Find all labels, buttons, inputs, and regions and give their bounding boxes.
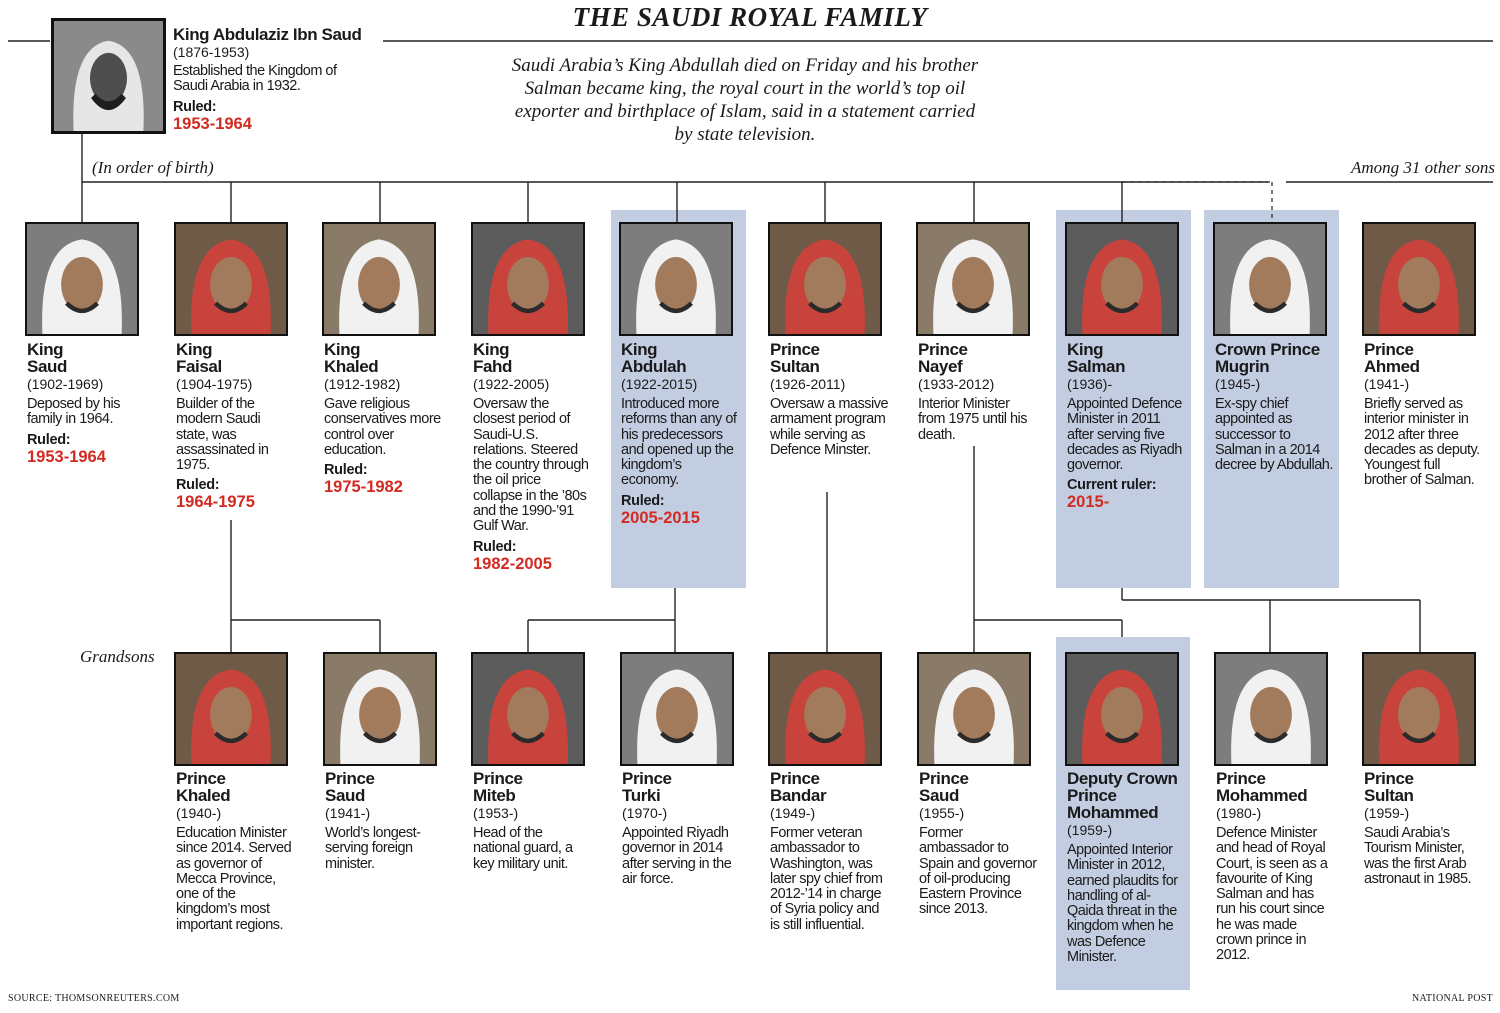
grandson-card-9-desc: Saudi Arabia’s Tourism Minister, was the first Arab astronaut in 1985. xyxy=(1364,825,1472,887)
son-card-5-photo xyxy=(619,222,733,336)
other-sons-note: Among 31 other sons xyxy=(1350,158,1495,177)
son-card-1-desc: Deposed by his family in 1964. xyxy=(27,396,120,428)
son-card-9-info xyxy=(1215,341,1333,473)
son-card-1-info xyxy=(27,341,145,467)
grandsons-label: Grandsons xyxy=(80,647,155,666)
grandson-card-1-years: (1940-) xyxy=(176,805,222,821)
son-card-3-years: (1912-1982) xyxy=(324,376,401,392)
grandson-card-7-desc: Appointed Interior Minister in 2012, earned plaudits for handling of al-Qaida threat in the kingdom when he was Defence Minister. xyxy=(1067,842,1178,966)
son-card-2-desc: Builder of the modern Saudi state, was assassinated in 1975. xyxy=(176,396,269,474)
grandson-card-2-name: Saud xyxy=(325,786,365,805)
son-card-2-name: Faisal xyxy=(176,357,222,376)
son-card-1-ruled-label: Ruled: xyxy=(27,431,71,448)
son-card-3-ruled-years: 1975-1982 xyxy=(324,478,403,497)
son-card-5-ruled-years: 2005-2015 xyxy=(621,508,700,527)
grandson-card-7-years: (1959-) xyxy=(1067,822,1113,838)
chart-title: THE SAUDI ROYAL FAMILY xyxy=(572,2,928,32)
son-card-6-desc: Oversaw a massive armament program while serving as Defence Minster. xyxy=(770,396,889,458)
portrait-icon xyxy=(473,224,583,334)
son-card-10-years: (1941-) xyxy=(1364,376,1410,392)
portrait-icon xyxy=(1364,654,1474,764)
son-card-2-title: King xyxy=(176,340,213,359)
son-card-4-info xyxy=(473,341,591,574)
son-card-1-photo xyxy=(25,222,139,336)
son-card-6-years: (1926-2011) xyxy=(770,376,846,392)
son-card-6-name: Sultan xyxy=(770,357,820,376)
son-card-1-years: (1902-1969) xyxy=(27,376,104,392)
grandson-card-1-name: Khaled xyxy=(176,786,231,805)
son-card-3-title: King xyxy=(324,340,361,359)
son-card-5-info xyxy=(621,341,739,528)
grandson-card-1-info xyxy=(176,770,294,933)
son-card-5-name: Abdulah xyxy=(621,357,687,376)
founder-ruled-label: Ruled: xyxy=(173,98,217,115)
son-card-4-name: Fahd xyxy=(473,357,513,376)
grandson-card-5-years: (1949-) xyxy=(770,805,816,821)
son-card-4-ruled-label: Ruled: xyxy=(473,538,517,555)
son-card-1-ruled-years: 1953-1964 xyxy=(27,447,106,466)
founder-ruled-years: 1953-1964 xyxy=(173,114,252,133)
son-card-3-desc: Gave religious conservatives more control over education. xyxy=(324,396,441,458)
founder-years: (1876-1953) xyxy=(173,44,250,60)
son-card-4-title: King xyxy=(473,340,510,359)
son-card-9-title: Crown Prince xyxy=(1215,340,1320,359)
portrait-icon xyxy=(1216,654,1326,764)
son-card-6-title: Prince xyxy=(770,340,820,359)
portrait-icon xyxy=(1215,224,1325,334)
founder-name: King Abdulaziz Ibn Saud xyxy=(173,25,362,44)
son-card-1-title: King xyxy=(27,340,64,359)
son-card-6-photo xyxy=(768,222,882,336)
portrait-icon xyxy=(918,224,1028,334)
grandson-card-2-photo xyxy=(323,652,437,766)
grandson-card-5-info xyxy=(770,770,888,933)
grandson-card-8-desc: Defence Minister and head of Royal Court, is seen as a favourite of King Salman and has run his court since he was made crown prince in 2012. xyxy=(1216,825,1328,964)
grandson-card-6-photo xyxy=(917,652,1031,766)
portrait-icon xyxy=(919,654,1029,764)
son-card-4-years: (1922-2005) xyxy=(473,376,550,392)
son-card-2-info xyxy=(176,341,294,512)
grandson-card-5-name: Bandar xyxy=(770,786,827,805)
son-card-2-photo xyxy=(174,222,288,336)
source-credit: SOURCE: THOMSONREUTERS.COM xyxy=(8,993,180,1004)
grandson-card-5-desc: Former veteran ambassador to Washington, was later spy chief from 2012-’14 in charge of Syria policy and is still influential. xyxy=(770,825,883,933)
portrait-icon xyxy=(176,224,286,334)
grandson-card-7-title: Deputy Crown Prince xyxy=(1067,769,1178,805)
grandson-card-3-years: (1953-) xyxy=(473,805,519,821)
son-card-10-photo xyxy=(1362,222,1476,336)
grandson-card-9-info xyxy=(1364,770,1482,887)
grandson-card-3-desc: Head of the national guard, a key military unit. xyxy=(473,825,573,872)
son-card-4-desc: Oversaw the closest period of Saudi-U.S. relations. Steered the country through the oil price collapse in the ’80s and the 1990-’91 Gulf War. xyxy=(473,396,589,535)
publisher-credit: NATIONAL POST xyxy=(1411,993,1493,1004)
son-card-7-desc: Interior Minister from 1975 until his death. xyxy=(918,396,1027,443)
grandson-card-5-title: Prince xyxy=(770,769,820,788)
grandson-card-9-title: Prince xyxy=(1364,769,1414,788)
grandson-card-4-years: (1970-) xyxy=(622,805,668,821)
son-card-1-name: Saud xyxy=(27,357,67,376)
grandson-card-6-name: Saud xyxy=(919,786,959,805)
grandson-card-4-title: Prince xyxy=(622,769,672,788)
son-card-6-info xyxy=(770,341,888,458)
son-card-10-name: Ahmed xyxy=(1364,357,1420,376)
portrait-icon xyxy=(770,224,880,334)
portrait-icon xyxy=(1364,224,1474,334)
grandson-card-3-info xyxy=(473,770,591,872)
son-card-9-years: (1945-) xyxy=(1215,376,1261,392)
son-card-4-ruled-years: 1982-2005 xyxy=(473,554,552,573)
grandson-card-1-desc: Education Minister since 2014. Served as governor of Mecca Province, one of the kingdom’s most important regions. xyxy=(176,825,292,933)
portrait-icon xyxy=(621,224,731,334)
son-card-8-years: (1936)- xyxy=(1067,376,1113,392)
son-card-8-title: King xyxy=(1067,340,1104,359)
grandson-card-7-name: Mohammed xyxy=(1067,803,1159,822)
son-card-3-info xyxy=(324,341,442,497)
founder-info xyxy=(173,26,393,134)
grandson-card-4-photo xyxy=(620,652,734,766)
son-card-10-desc: Briefly served as interior minister in 2012 after three decades as deputy. Youngest full brother of Salman. xyxy=(1364,396,1480,489)
son-card-3-name: Khaled xyxy=(324,357,379,376)
son-card-2-years: (1904-1975) xyxy=(176,376,253,392)
son-card-5-desc: Introduced more reforms than any of his predecessors and opened up the kingdom’s economy. xyxy=(621,396,737,489)
son-card-7-name: Nayef xyxy=(918,357,963,376)
son-card-4-photo xyxy=(471,222,585,336)
grandson-card-6-title: Prince xyxy=(919,769,969,788)
portrait-icon xyxy=(176,654,286,764)
son-card-7-title: Prince xyxy=(918,340,968,359)
portrait-icon xyxy=(325,654,435,764)
son-card-3-ruled-label: Ruled: xyxy=(324,462,368,479)
grandson-card-6-years: (1955-) xyxy=(919,805,965,821)
grandson-card-8-name: Mohammed xyxy=(1216,786,1308,805)
grandson-card-1-title: Prince xyxy=(176,769,226,788)
portrait-icon xyxy=(324,224,434,334)
portrait-icon xyxy=(473,654,583,764)
grandson-card-9-name: Sultan xyxy=(1364,786,1414,805)
son-card-10-title: Prince xyxy=(1364,340,1414,359)
founder-desc: Established the Kingdom of Saudi Arabia in 1932. xyxy=(173,63,337,95)
portrait-icon xyxy=(1067,654,1177,764)
son-card-5-years: (1922-2015) xyxy=(621,376,698,392)
grandson-card-4-desc: Appointed Riyadh governor in 2014 after serving in the air force. xyxy=(622,825,732,887)
portrait-icon xyxy=(27,224,137,334)
son-card-2-ruled-label: Ruled: xyxy=(176,477,220,494)
son-card-5-title: King xyxy=(621,340,658,359)
grandson-card-2-desc: World’s longest-serving foreign minister. xyxy=(325,825,421,872)
grandson-card-8-info xyxy=(1216,770,1334,964)
grandson-card-2-years: (1941-) xyxy=(325,805,371,821)
son-card-9-photo xyxy=(1213,222,1327,336)
son-card-8-photo xyxy=(1065,222,1179,336)
portrait-icon xyxy=(622,654,732,764)
son-card-7-years: (1933-2012) xyxy=(918,376,995,392)
son-card-5-ruled-label: Ruled: xyxy=(621,492,665,509)
son-card-8-info xyxy=(1067,341,1185,512)
birth-order-note: (In order of birth) xyxy=(92,158,214,177)
grandson-card-1-photo xyxy=(174,652,288,766)
grandson-card-4-info xyxy=(622,770,740,887)
son-card-8-desc: Appointed Defence Minister in 2011 after serving five decades as Riyadh governor. xyxy=(1067,396,1182,474)
portrait-icon xyxy=(1067,224,1177,334)
portrait-icon xyxy=(770,654,880,764)
grandson-card-2-title: Prince xyxy=(325,769,375,788)
son-card-2-ruled-years: 1964-1975 xyxy=(176,493,255,512)
grandson-card-7-info xyxy=(1067,770,1185,965)
son-card-8-ruled-years: 2015- xyxy=(1067,493,1110,512)
grandson-card-9-years: (1959-) xyxy=(1364,805,1410,821)
son-card-9-name: Mugrin xyxy=(1215,357,1270,376)
son-card-7-info xyxy=(918,341,1036,443)
grandson-card-9-photo xyxy=(1362,652,1476,766)
grandson-card-8-years: (1980-) xyxy=(1216,805,1262,821)
grandson-card-2-info xyxy=(325,770,443,872)
son-card-9-desc: Ex-spy chief appointed as successor to Salman in a 2014 decree by Abdullah. xyxy=(1215,396,1333,474)
grandson-card-8-title: Prince xyxy=(1216,769,1266,788)
grandson-card-4-name: Turki xyxy=(622,786,661,805)
grandson-card-7-photo xyxy=(1065,652,1179,766)
grandson-card-6-desc: Former ambassador to Spain and governor of oil-producing Eastern Province since 2013. xyxy=(919,825,1037,918)
son-card-7-photo xyxy=(916,222,1030,336)
founder-photo xyxy=(51,18,166,134)
grandson-card-6-info xyxy=(919,770,1037,918)
son-card-10-info xyxy=(1364,341,1482,489)
son-card-8-name: Salman xyxy=(1067,357,1126,376)
grandson-card-3-title: Prince xyxy=(473,769,523,788)
son-card-8-ruled-label: Current ruler: xyxy=(1067,477,1157,494)
intro-text: Saudi Arabia’s King Abdullah died on Friday and his brother Salman became king, the royal court in the world’s top oil exporter and birthplace of Islam, said in a statement carried by state television. xyxy=(511,55,979,145)
grandson-card-3-name: Miteb xyxy=(473,786,516,805)
grandson-card-8-photo xyxy=(1214,652,1328,766)
portrait-icon xyxy=(54,21,163,131)
son-card-3-photo xyxy=(322,222,436,336)
grandson-card-3-photo xyxy=(471,652,585,766)
grandson-card-5-photo xyxy=(768,652,882,766)
